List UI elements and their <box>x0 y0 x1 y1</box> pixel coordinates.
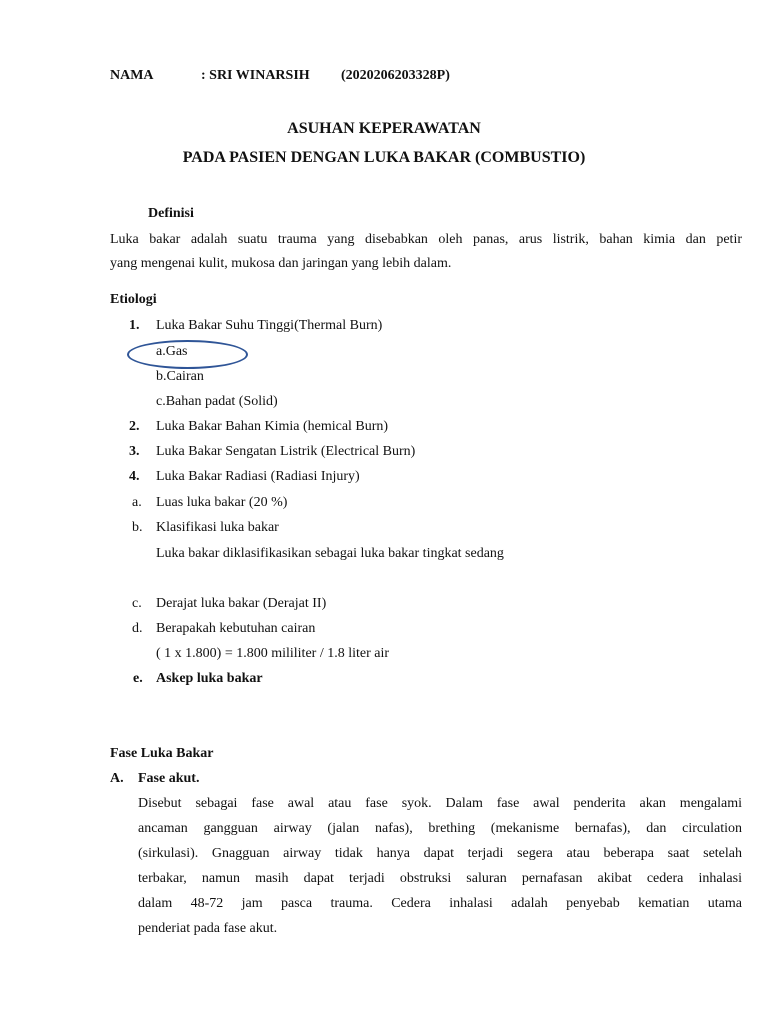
letter-item-detail: Luka bakar diklasifikasikan sebagai luka bakar tingkat sedang <box>156 546 504 561</box>
list-item: Luka Bakar Radiasi (Radiasi Injury) <box>156 469 360 484</box>
list-number: 4. <box>129 469 140 484</box>
letter-marker: c. <box>132 596 142 611</box>
fase-a-line4: terbakar, namun masih dapat terjadi obstruksi saluran pernafasan akibat cedera inhalasi <box>138 871 742 886</box>
list-item: Luka Bakar Sengatan Listrik (Electrical Burn) <box>156 444 416 459</box>
letter-item: Askep luka bakar <box>156 671 263 686</box>
fase-a-line2: ancaman gangguan airway (jalan nafas), brething (mekanisme bernafas), dan circulation <box>138 821 742 836</box>
list-item: Luka Bakar Suhu Tinggi(Thermal Burn) <box>156 318 383 333</box>
letter-item: Derajat luka bakar (Derajat II) <box>156 596 327 611</box>
letter-marker: e. <box>133 671 143 686</box>
letter-item: Luas luka bakar (20 %) <box>156 495 288 510</box>
letter-item-detail: ( 1 x 1.800) = 1.800 mililiter / 1.8 liter air <box>156 646 390 661</box>
sub-item: a.Gas <box>156 344 188 359</box>
definisi-text-line2: yang mengenai kulit, mukosa dan jaringan yang lebih dalam. <box>110 256 452 271</box>
letter-item: Berapakah kebutuhan cairan <box>156 621 316 636</box>
fase-a-title: Fase akut. <box>138 771 200 786</box>
list-number: 2. <box>129 419 140 434</box>
list-item: Luka Bakar Bahan Kimia (hemical Burn) <box>156 419 389 434</box>
name-value: : SRI WINARSIH <box>201 68 310 83</box>
letter-item: Klasifikasi luka bakar <box>156 520 279 535</box>
letter-marker: b. <box>132 520 143 535</box>
student-id: (2020206203328P) <box>341 68 450 83</box>
list-number: 1. <box>129 318 140 333</box>
etiologi-heading: Etiologi <box>110 292 157 307</box>
name-label: NAMA <box>110 68 154 83</box>
fase-a-label: A. <box>110 771 124 786</box>
fase-a-line5: dalam 48-72 jam pasca trauma. Cedera inhalasi adalah penyebab kematian utama <box>138 896 742 911</box>
fase-a-line6: penderiat pada fase akut. <box>138 921 278 936</box>
document-title: ASUHAN KEPERAWATAN <box>287 120 481 137</box>
definisi-text-line1: Luka bakar adalah suatu trauma yang disebabkan oleh panas, arus listrik, bahan kimia dan petir <box>110 232 742 247</box>
fase-a-line3: (sirkulasi). Gnagguan airway tidak hanya dapat terjadi segera atau beberapa saat setelah <box>138 846 742 861</box>
definisi-heading: Definisi <box>148 206 194 221</box>
list-number: 3. <box>129 444 140 459</box>
highlight-circle <box>127 340 248 369</box>
sub-item: b.Cairan <box>156 369 204 384</box>
letter-marker: d. <box>132 621 143 636</box>
fase-a-line1: Disebut sebagai fase awal atau fase syok. Dalam fase awal penderita akan mengalami <box>138 796 742 811</box>
document-subtitle: PADA PASIEN DENGAN LUKA BAKAR (COMBUSTIO) <box>182 149 586 166</box>
letter-marker: a. <box>132 495 142 510</box>
fase-heading: Fase Luka Bakar <box>110 746 214 761</box>
sub-item: c.Bahan padat (Solid) <box>156 394 278 409</box>
